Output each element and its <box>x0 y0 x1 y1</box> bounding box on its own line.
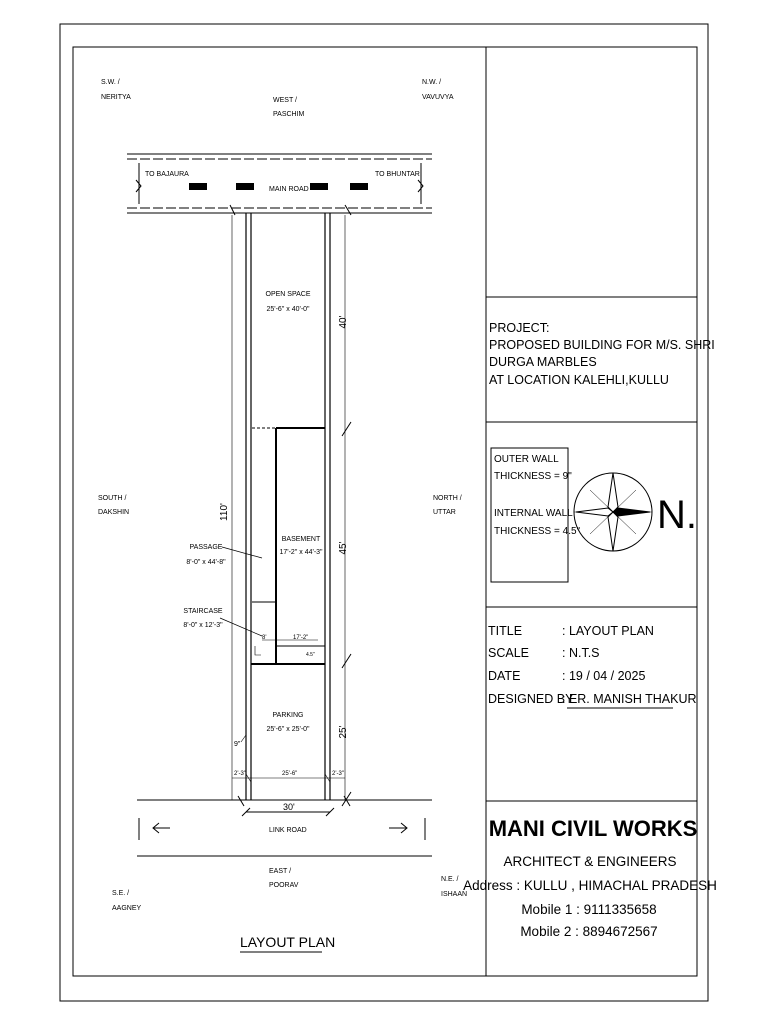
link-road-label: LINK ROAD <box>269 827 307 834</box>
firm-mobile-1: Mobile 1 : 9111335658 <box>521 902 657 917</box>
svg-text:DESIGNED BY: DESIGNED BY <box>488 692 574 706</box>
interior-walls <box>251 428 325 664</box>
road-to-bhuntar: TO BHUNTAR <box>375 171 420 178</box>
direction-west <box>273 97 305 118</box>
room-open-space <box>266 291 311 313</box>
svg-text:STAIRCASE: STAIRCASE <box>183 608 223 615</box>
outer-wall-spec <box>494 454 572 482</box>
compass-icon <box>574 473 652 551</box>
svg-text:: 19 / 04 / 2025: : 19 / 04 / 2025 <box>562 669 646 683</box>
dim-plot-width: 30' <box>283 802 295 812</box>
info-date-row <box>488 669 645 683</box>
svg-text:OUTER WALL: OUTER WALL <box>494 454 559 465</box>
svg-text:17'-2" x 44'-3": 17'-2" x 44'-3" <box>279 549 323 556</box>
svg-text:110': 110' <box>219 503 230 521</box>
svg-text:PROJECT:: PROJECT: <box>489 321 550 335</box>
dim-segments-right <box>342 422 351 806</box>
svg-text:BASEMENT: BASEMENT <box>281 536 321 543</box>
dim-inner-width: 25'-6" <box>282 771 298 777</box>
svg-text:25'-6" x 40'-0": 25'-6" x 40'-0" <box>266 306 310 313</box>
svg-text:8'-0" x 44'-8": 8'-0" x 44'-8" <box>186 559 226 566</box>
svg-text:PASSAGE: PASSAGE <box>189 544 223 551</box>
svg-text:DATE: DATE <box>488 669 521 683</box>
svg-text:THICKNESS = 4.5": THICKNESS = 4.5" <box>494 526 581 537</box>
road-to-bajaura: TO BAJAURA <box>145 171 189 178</box>
direction-nw <box>422 79 454 101</box>
north-label: N. <box>657 493 697 537</box>
svg-text:TITLE: TITLE <box>488 624 523 638</box>
svg-text:: N.T.S: : N.T.S <box>562 646 600 660</box>
firm-name: MANI CIVIL WORKS <box>488 816 698 841</box>
svg-text:S.E. /: S.E. / <box>112 890 130 897</box>
dim-wall-45: 4.5" <box>306 652 315 658</box>
plan-caption: LAYOUT PLAN <box>240 934 336 950</box>
info-title-row <box>488 624 654 638</box>
svg-text:EAST /: EAST / <box>269 868 292 875</box>
firm-address: Address : KULLU , HIMACHAL PRADESH <box>463 878 717 893</box>
room-basement <box>279 536 323 556</box>
room-parking <box>266 712 310 733</box>
svg-text:AAGNEY: AAGNEY <box>112 905 142 912</box>
svg-text:ISHAAN: ISHAAN <box>441 891 468 898</box>
svg-text:DURGA MARBLES: DURGA MARBLES <box>489 355 597 369</box>
dim-total-length <box>219 503 230 521</box>
svg-text:NORTH /: NORTH / <box>433 495 462 502</box>
dim-wall-right: 2'-3" <box>332 771 344 777</box>
dim-stair-8: 8' <box>262 635 267 641</box>
direction-sw <box>101 79 131 101</box>
svg-text:UTTAR: UTTAR <box>433 509 456 516</box>
firm-mobile-2: Mobile 2 : 8894672567 <box>520 924 658 939</box>
svg-text:: ER. MANISH THAKUR: : ER. MANISH THAKUR <box>562 692 697 706</box>
svg-text:SOUTH /: SOUTH / <box>98 495 127 502</box>
svg-text:: LAYOUT PLAN: : LAYOUT PLAN <box>562 624 654 638</box>
dim-seg-25: 25' <box>338 725 349 739</box>
direction-east <box>269 868 299 889</box>
info-designer-row <box>488 692 697 708</box>
direction-se <box>112 890 142 912</box>
svg-text:INTERNAL WALL: INTERNAL WALL <box>494 508 573 519</box>
dim-basement-17: 17'-2" <box>293 635 309 641</box>
info-scale-row <box>488 646 600 660</box>
svg-text:OPEN SPACE: OPEN SPACE <box>265 291 311 298</box>
svg-text:PROPOSED BUILDING FOR M/S. SHR: PROPOSED BUILDING FOR M/S. SHRI <box>489 338 715 352</box>
svg-text:S.W. /: S.W. / <box>101 79 120 86</box>
svg-text:8'-0" x 12'-3": 8'-0" x 12'-3" <box>183 622 223 629</box>
svg-text:AT LOCATION KALEHLI,KULLU: AT LOCATION KALEHLI,KULLU <box>489 373 669 387</box>
svg-text:25'-6" x 25'-0": 25'-6" x 25'-0" <box>266 726 310 733</box>
svg-text:SCALE: SCALE <box>488 646 529 660</box>
svg-text:VAVUVYA: VAVUVYA <box>422 94 454 101</box>
room-staircase <box>183 608 262 636</box>
svg-text:N.W. /: N.W. / <box>422 79 442 86</box>
svg-text:THICKNESS = 9": THICKNESS = 9" <box>494 471 572 482</box>
svg-text:NERITYA: NERITYA <box>101 94 131 101</box>
svg-text:DAKSHIN: DAKSHIN <box>98 509 130 516</box>
firm-subtitle: ARCHITECT & ENGINEERS <box>503 854 677 869</box>
main-road <box>127 154 432 215</box>
svg-text:PASCHIM: PASCHIM <box>273 111 305 118</box>
direction-north <box>433 495 462 516</box>
svg-text:PARKING: PARKING <box>272 712 304 719</box>
main-road-label: MAIN ROAD <box>269 186 309 193</box>
dim-seg-40: 40' <box>338 315 349 329</box>
dim-nine: 9" <box>234 741 241 748</box>
svg-text:N.E. /: N.E. / <box>441 876 459 883</box>
dim-wall-left: 2'-3" <box>234 771 246 777</box>
direction-south <box>98 495 129 516</box>
project-block <box>489 321 715 387</box>
dim-seg-45: 45' <box>338 541 349 555</box>
svg-text:POORAV: POORAV <box>269 882 299 889</box>
svg-text:WEST /: WEST / <box>273 97 297 104</box>
